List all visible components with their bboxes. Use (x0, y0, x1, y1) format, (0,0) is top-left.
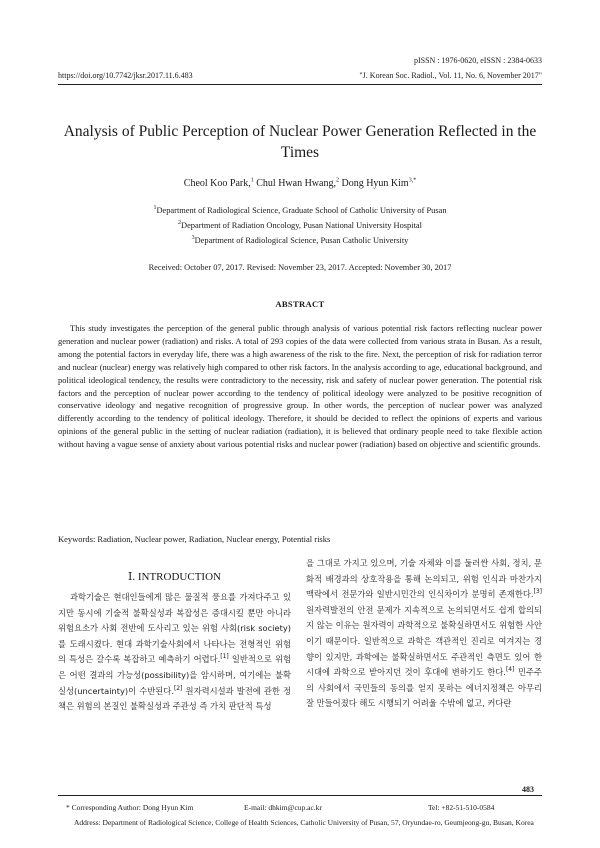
page-number: 483 (522, 785, 534, 794)
affiliation-2: $^2$Department of Radiation Oncology, Pusan National University Hospital (178, 220, 422, 230)
intro-column-left: 과학기술은 현대인들에게 많은 물질적 풍요를 가져다주고 있지만 동시에 기술적 불확실성과 복잡성은 증대시킬 뿐만 아니라 위험요소가 사회 전반에 도사리고 있는 위험 사회(risk society)를 도래시켰다. 현대 과학기술사회에서 나타나는 전형적인 위험의 특성은 갈수록 복잡하고 예측하기 어렵다.[1] 일반적으로 위험은 어떤 결과의 가능성(possibility)을 암시하며, 여기에는 불확실성(uncertainty)이 수반된다.[2] 원자력시설과 발전에 관한 정책은 위험의 본질인 불확실성과 주관성 즉 가치 판단적 특성 (58, 592, 291, 712)
corresponding-author-line (66, 803, 542, 812)
abstract-text: This study investigates the perception of the general public through analysis of various potential risk factors reflecting nuclear power generation and nuclear power (radiation) and risks. A total of 293 copies of the data were collected from various strata in Busan. As a result, among the potential factors in everyday life, there was a high awareness of the risk to the fire. Next, the perception of risk for radiation terror and nuclear (nuclear) energy was relatively high compared to other risk factors. In the analysis according to age, educational background, and political ideological tendency, the results were contradictory to the necessity, risk and safety of nuclear power generation. The potential risk factors and the perception of nuclear power according to the tendency of political ideology were analyzed to be positive recognition of conservative ideology and negative recognition of progressive group. In other words, the perception of nuclear power was analyzed differently according to the tendency of political ideology. Therefore, it should be decided to reflect the opinions of experts and various opinions of the general public in the setting of nuclear radiation (radiation), it is believed that ordinary people need to take flexible action without having a vague sense of anxiety about various potential risks and nuclear power (radiation) based on objective and scientific grounds. (58, 323, 542, 450)
received-dates: Received: October 07, 2017. Revised: November 23, 2017. Accepted: November 30, 2017 (148, 263, 452, 272)
affiliation-1: $^1$Department of Radiological Science, Graduate School of Catholic University of Pusan (153, 205, 447, 215)
author-2-affil: 2 (335, 177, 339, 184)
journal-citation: "J. Korean Soc. Radiol., Vol. 11, No. 6, November 2017" (359, 71, 542, 80)
footnote-divider (58, 795, 542, 796)
author-list (58, 178, 542, 189)
author-1: Cheol Koo Park, (183, 178, 251, 189)
citation-1: [1] (220, 653, 229, 661)
author-3-affil: 3,* (408, 177, 417, 184)
intro-column-right: 을 그대로 가지고 있으며, 기술 자체와 이를 둘러싼 사회, 정치, 문화적 배경과의 상호작용을 통해 논의되고, 위험 인식과 마찬가지 맥락에서 전문가와 일반시민간의 인식차이가 분명히 존재한다.[3] 원자력발전의 안전 문제가 지속적으로 논의되면서도 쉽게 합의되지 않는 이유는 원자력이 과학적으로 불확실하면서도 위험한 사안이기 때문이다. 일반적으로 과학은 객관적인 진리로 여겨지는 경향이 있지만, 과학에는 불확실하면서도 주관적인 측면도 있어 한 시대에 과학으로 받아지던 것이 후대에 변하기도 한다.[4] 민주주의 사회에서 국민들의 동의를 얻지 못하는 에너지정책은 아무리 잘 만들어졌다 해도 시행되기 어려울 수밖에 없고, 커다란 (306, 558, 542, 709)
author-email[interactable]: E-mail: dhkim@cup.ac.kr (244, 803, 322, 812)
abstract-heading: ABSTRACT (275, 299, 325, 309)
doi-link[interactable]: https://doi.org/10.7742/jksr.2017.11.6.483 (58, 71, 193, 80)
section-heading-introduction: Ⅰ. INTRODUCTION (128, 571, 221, 583)
author-2: Chul Hwan Hwang, (253, 178, 336, 189)
author-address: Address: Department of Radiological Science, College of Health Sciences, Catholic University of Pusan, 57, Oryundae-ro, Geumjeong-gu, Busan, Korea (74, 818, 534, 827)
header-divider (58, 84, 542, 85)
issn-line: pISSN : 1976-0620, eISSN : 2384-0633 (413, 56, 542, 65)
author-phone: Tel: +82-51-510-0584 (428, 803, 495, 812)
citation-3: [3] (533, 588, 542, 596)
author-1-affil: 1 (250, 177, 254, 184)
keywords: Keywords: Radiation, Nuclear power, Radiation, Nuclear energy, Potential risks (58, 534, 331, 544)
corresponding-author: * Corresponding Author: Dong Hyun Kim (66, 803, 194, 812)
citation-4: [4] (505, 666, 515, 674)
citation-2: [2] (173, 684, 183, 692)
author-3: Dong Hyun Kim (338, 178, 409, 189)
affiliation-3: $^3$Department of Radiological Science, Pusan Catholic University (191, 235, 409, 245)
paper-title: Analysis of Public Perception of Nuclear Power Generation Reflected in the Times (63, 123, 537, 161)
